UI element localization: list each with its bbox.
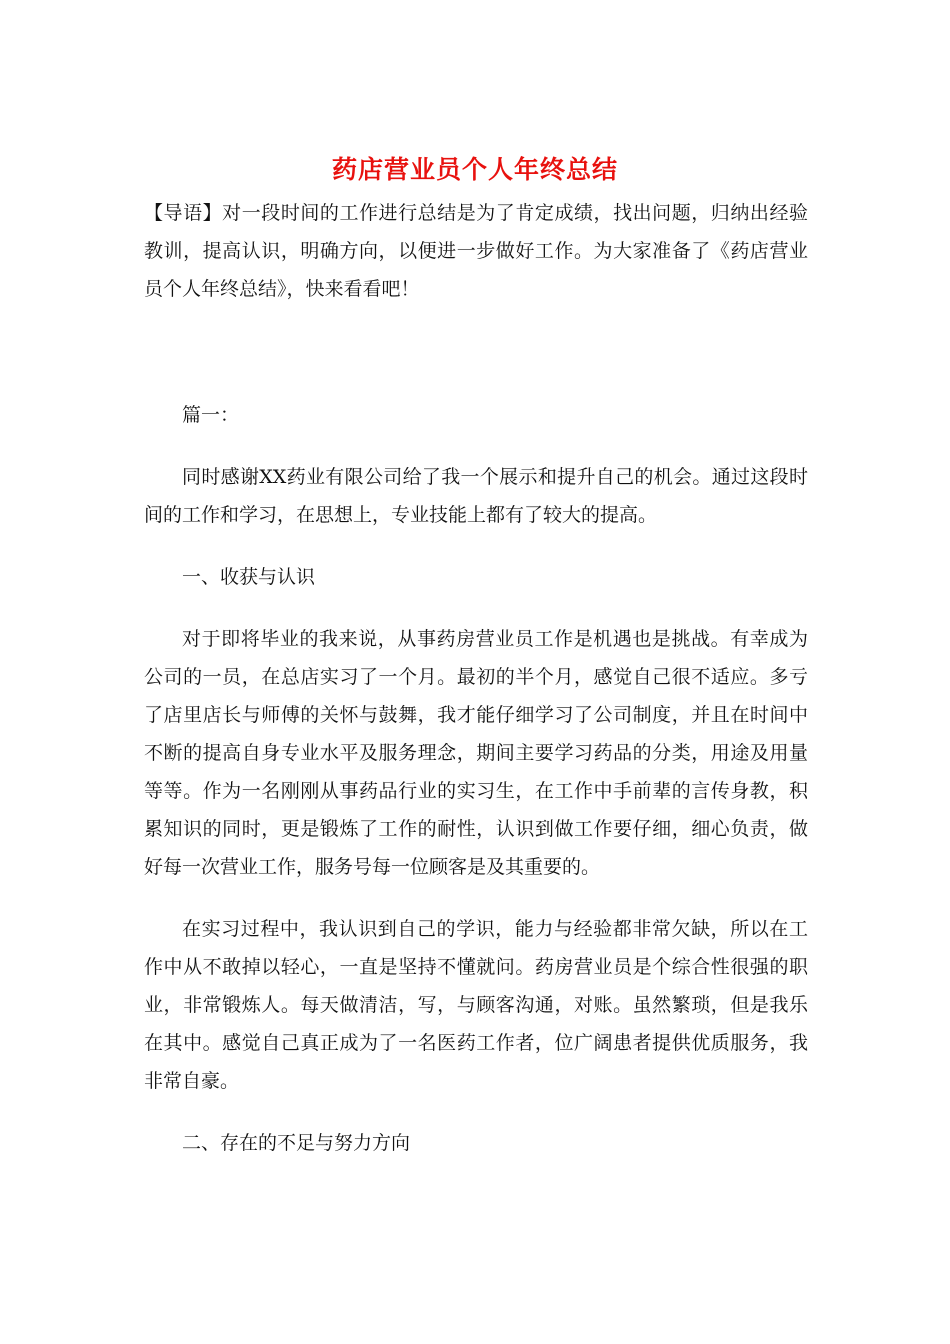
section-label-part-one: 篇一： [182,404,240,426]
document-title: 药店营业员个人年终总结 [331,155,618,184]
body-paragraph: 同时感谢XX药业有限公司给了我一个展示和提升自己的机会。通过这段时间的工作和学习，在思想上，专业技能上都有了较大的提高。 [144,466,808,526]
document-body [144,194,808,1162]
body-paragraph: 在实习过程中，我认识到自己的学识，能力与经验都非常欠缺，所以在工作中从不敢掉以轻心，一直是坚持不懂就问。药房营业员是个综合性很强的职业，非常锻炼人。每天做清洁，写，与顾客沟通，对账。虽然繁琐，但是我乐在其中。感觉自己真正成为了一名医药工作者，位广阔患者提供优质服务，我非常自豪。 [144,918,808,1092]
section-heading-gains: 一、收获与认识 [182,566,316,588]
body-paragraph: 对于即将毕业的我来说，从事药房营业员工作是机遇也是挑战。有幸成为公司的一员，在总店实习了一个月。最初的半个月，感觉自己很不适应。多亏了店里店长与师傅的关怀与鼓舞，我才能仔细学习了公司制度，并且在时间中不断的提高自身专业水平及服务理念，期间主要学习药品的分类，用途及用量等等。作为一名刚刚从事药品行业的实习生，在工作中手前辈的言传身教，积累知识的同时，更是锻炼了工作的耐性，认识到做工作要仔细，细心负责，做好每一次营业工作，服务号每一位顾客是及其重要的。 [144,628,808,878]
intro-paragraph: 【导语】对一段时间的工作进行总结是为了肯定成绩，找出问题，归纳出经验教训，提高认识，明确方向，以便进一步做好工作。为大家准备了《药店营业员个人年终总结》，快来看看吧！ [144,202,808,300]
section-heading-shortcomings: 二、存在的不足与努力方向 [182,1132,411,1154]
